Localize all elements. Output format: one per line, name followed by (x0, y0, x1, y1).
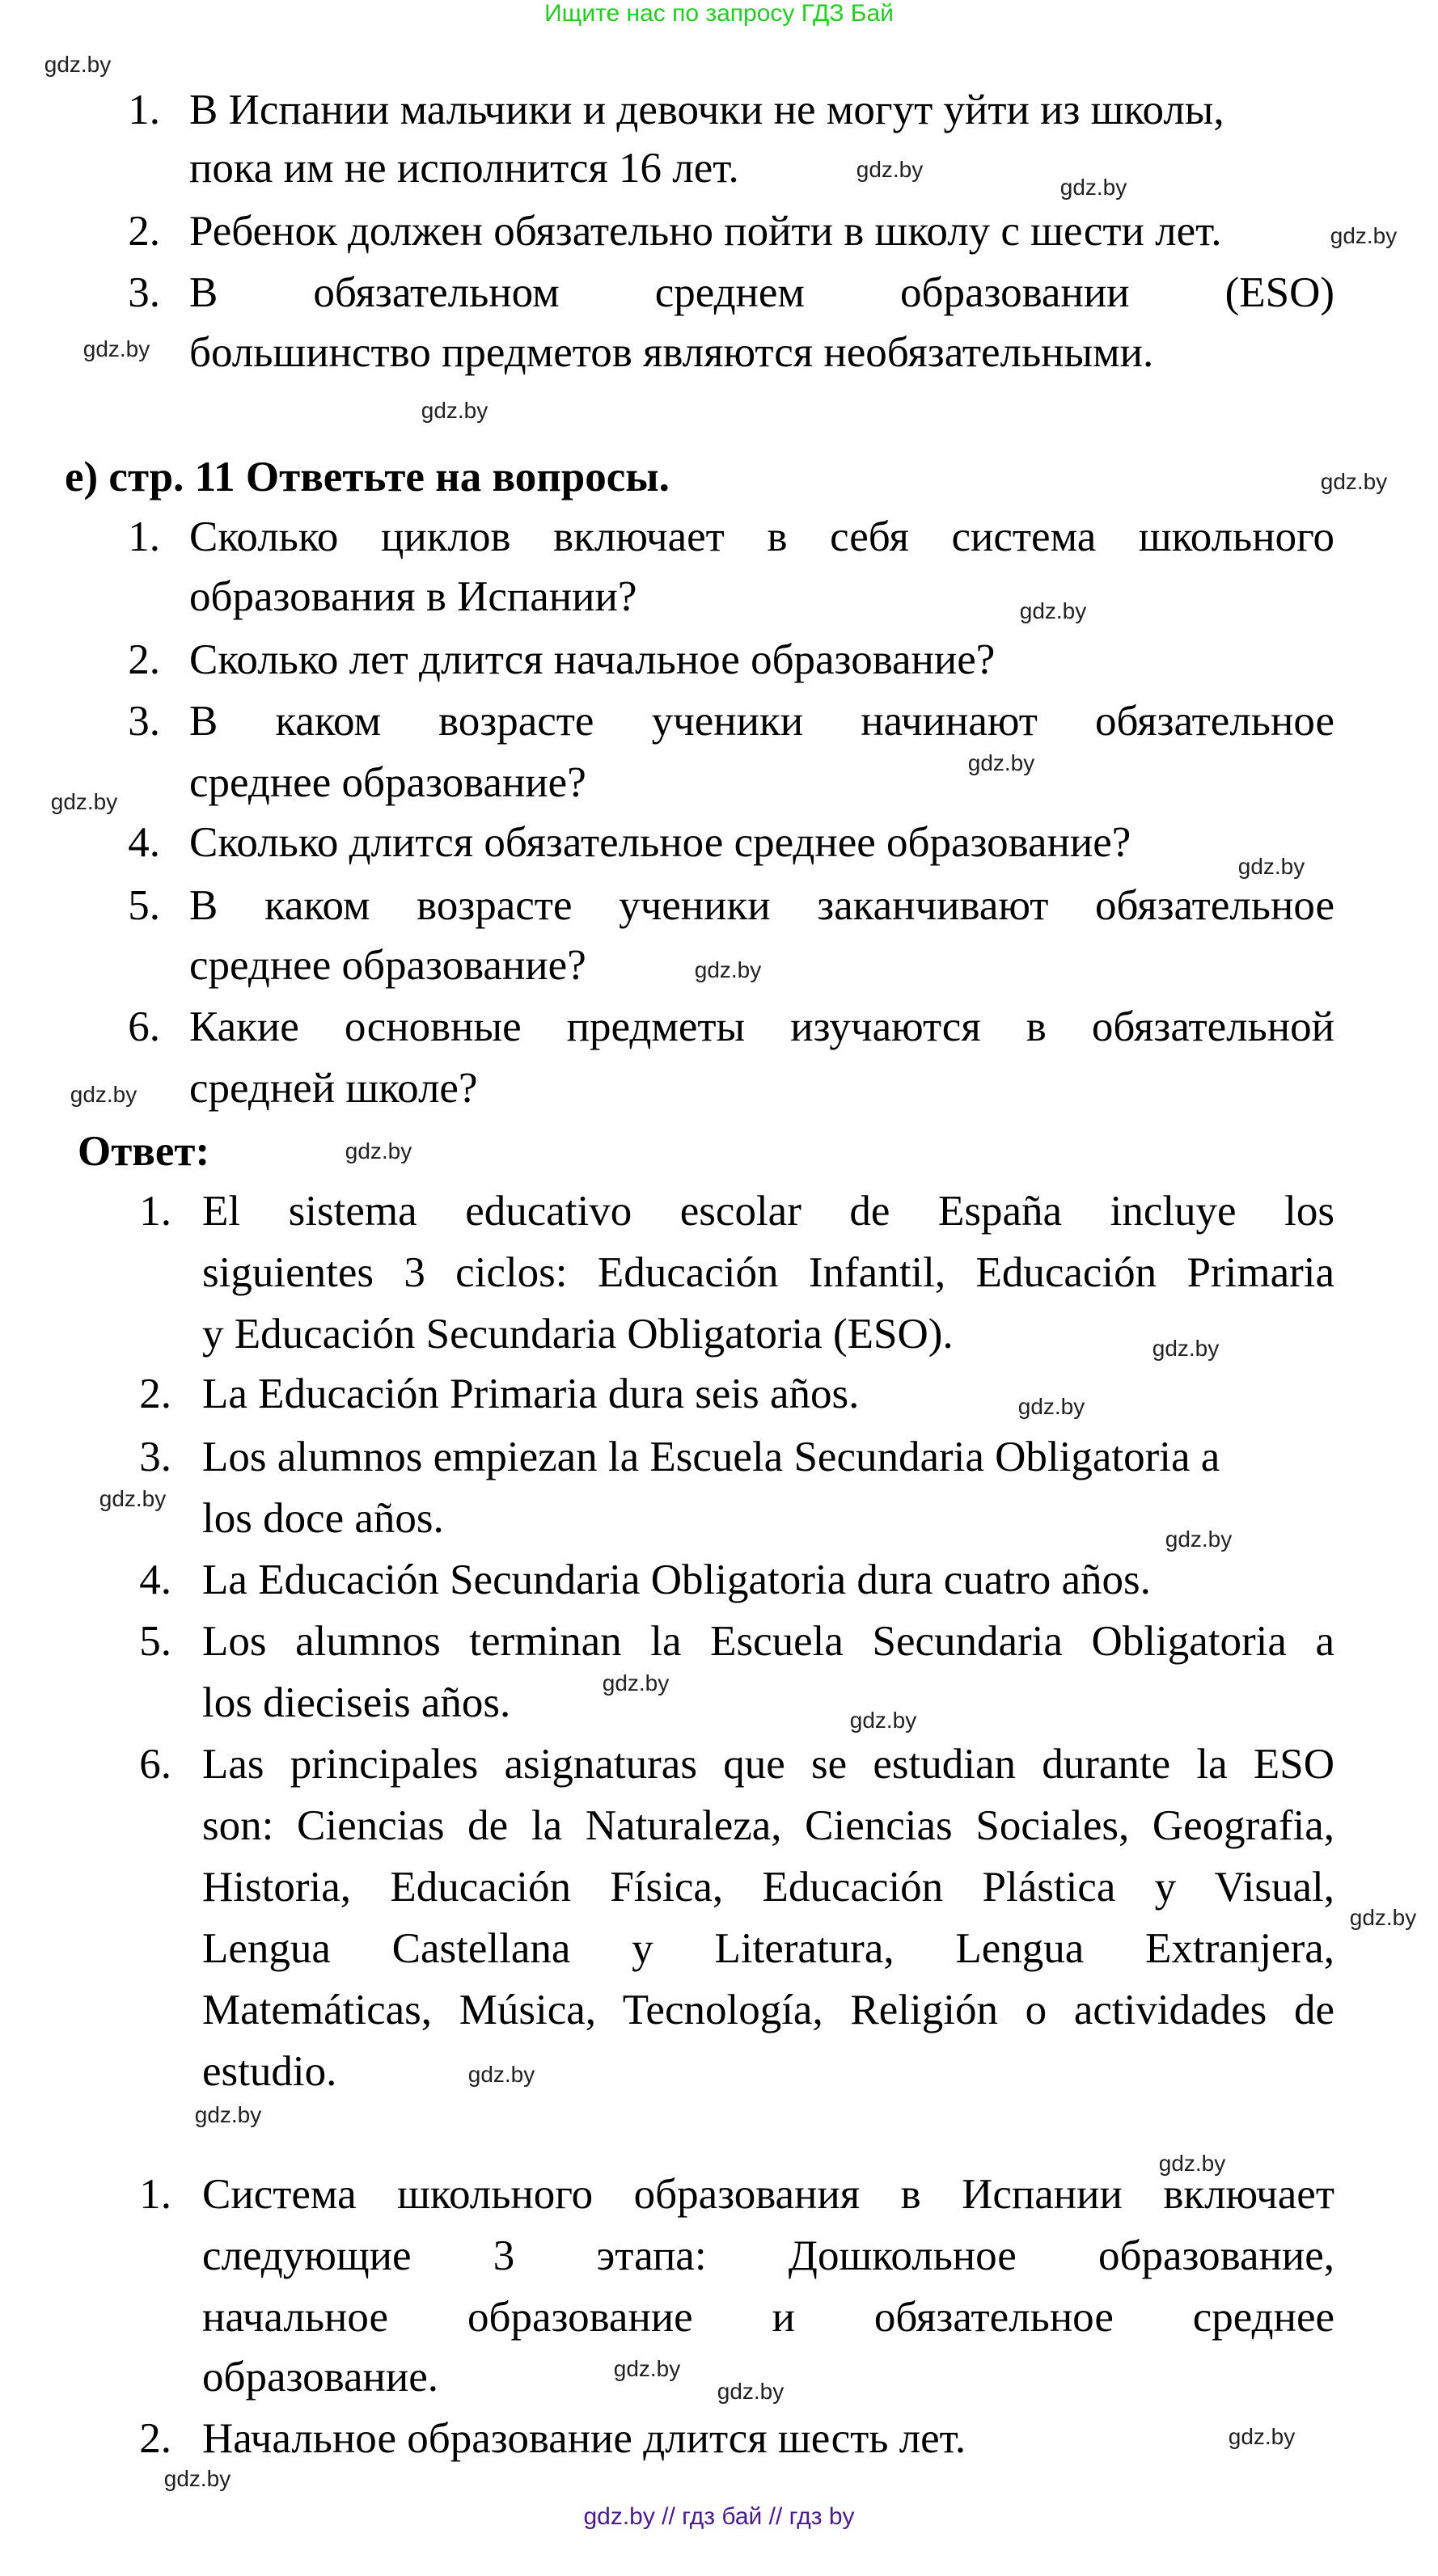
answer-ru-text: Начальное образование длится шесть лет. (202, 2415, 966, 2462)
watermark-text: gdz.by (1349, 1905, 1417, 1930)
answer-es-text: La Educación Secundaria Obligatoria dura cuatro años. (202, 1556, 1151, 1603)
question-text: среднее образование? (189, 942, 586, 989)
watermark-text: gdz.by (99, 1486, 167, 1511)
question-number: 5. (128, 882, 160, 929)
answer-es-number: 6. (139, 1741, 171, 1788)
answer-label: Ответ: (78, 1128, 210, 1175)
answer-es-text: Matemáticas, Música, Tecnología, Religión o actividades de (202, 1987, 1334, 2033)
watermark-text: gdz.by (717, 2379, 785, 2404)
answer-es-text: La Educación Primaria dura seis años. (202, 1370, 860, 1417)
answer-es-text: Las principales asignaturas que se estudian durante la ESO (202, 1741, 1334, 1788)
watermark-text: gdz.by (70, 1082, 137, 1107)
answer-es-number: 3. (139, 1434, 171, 1480)
watermark-text: gdz.by (602, 1670, 670, 1696)
watermark-text: gdz.by (1228, 2424, 1296, 2449)
section-heading: е) стр. 11 Ответьте на вопросы. (65, 454, 670, 500)
answer-es-text: Los alumnos terminan la Escuela Secundaria Obligatoria a (202, 1618, 1334, 1665)
question-number: 3. (128, 698, 160, 745)
statement-text: В обязательном среднем образовании (ESO) (189, 269, 1334, 316)
watermark-text: gdz.by (1330, 223, 1398, 248)
answer-es-number: 2. (139, 1370, 171, 1417)
statement-number: 1. (128, 87, 160, 133)
answer-ru-text: Система школьного образования в Испании включает (202, 2171, 1334, 2218)
watermark-text: gdz.by (1165, 1527, 1233, 1552)
answer-es-text: Los alumnos empiezan la Escuela Secundaria Obligatoria a (202, 1434, 1220, 1480)
footer-links[interactable]: gdz.by // гдз бай // гдз by (583, 2503, 855, 2530)
statement-number: 3. (128, 269, 160, 316)
watermark-text: gdz.by (1152, 1336, 1220, 1361)
answer-es-text: Lengua Castellana y Literatura, Lengua Extranjera, (202, 1925, 1334, 1972)
question-text: среднее образование? (189, 759, 586, 806)
answer-es-text: siguientes 3 ciclos: Educación Infantil, Educación Primaria (202, 1249, 1334, 1296)
question-text: Сколько длится обязательное среднее образование? (189, 819, 1131, 866)
question-text: Сколько лет длится начальное образование? (189, 636, 996, 683)
answer-ru-number: 2. (139, 2415, 171, 2462)
question-text: Сколько циклов включает в себя система школьного (189, 513, 1334, 560)
statement-text: Ребенок должен обязательно пойти в школу с шести лет. (189, 208, 1222, 255)
watermark-text: gdz.by (1019, 598, 1087, 623)
watermark-text: gdz.by (345, 1138, 412, 1163)
answer-es-number: 4. (139, 1556, 171, 1603)
watermark-text: gdz.by (1158, 2151, 1226, 2176)
watermark-text: gdz.by (849, 1708, 917, 1733)
question-text: Какие основные предметы изучаются в обязательной (189, 1003, 1334, 1050)
answer-ru-text: образование. (202, 2354, 438, 2401)
answer-es-text: El sistema educativo escolar de España incluye los (202, 1188, 1334, 1235)
answer-es-text: son: Ciencias de la Naturaleza, Ciencias Sociales, Geografia, (202, 1802, 1334, 1849)
statement-text: большинство предметов являются необязательными. (189, 329, 1154, 376)
question-number: 2. (128, 636, 160, 683)
question-text: образования в Испании? (189, 573, 637, 620)
watermark-text: gdz.by (1059, 175, 1127, 200)
watermark-text: gdz.by (694, 957, 762, 982)
answer-es-number: 5. (139, 1618, 171, 1665)
answer-ru-text: следующие 3 этапа: Дошкольное образование, (202, 2232, 1334, 2279)
question-number: 1. (128, 513, 160, 560)
answer-ru-number: 1. (139, 2171, 171, 2218)
watermark-text: gdz.by (1017, 1394, 1085, 1419)
question-text: средней школе? (189, 1065, 478, 1112)
answer-es-text: y Educación Secundaria Obligatoria (ESO). (202, 1311, 954, 1358)
answer-ru-text: начальное образование и обязательное среднее (202, 2294, 1334, 2341)
watermark-text: gdz.by (194, 2102, 262, 2127)
answer-es-text: los dieciseis años. (202, 1679, 511, 1726)
answer-es-text: estudio. (202, 2048, 337, 2095)
watermark-text: gdz.by (82, 336, 150, 361)
question-text: В каком возрасте ученики начинают обязательное (189, 698, 1334, 745)
question-number: 6. (128, 1003, 160, 1050)
watermark-text: gdz.by (1237, 854, 1305, 879)
watermark-text: gdz.by (467, 2062, 535, 2087)
watermark-text: gdz.by (856, 157, 924, 182)
answer-es-number: 1. (139, 1188, 171, 1235)
watermark-text: gdz.by (967, 750, 1035, 775)
watermark-text: gdz.by (1320, 469, 1388, 494)
watermark-text: gdz.by (613, 2356, 681, 2381)
statement-number: 2. (128, 208, 160, 255)
answer-es-text: los doce años. (202, 1495, 444, 1542)
answer-es-text: Historia, Educación Física, Educación Plástica y Visual, (202, 1864, 1334, 1911)
watermark-text: gdz.by (50, 789, 118, 814)
watermark-text: gdz.by (421, 398, 488, 423)
question-number: 4. (128, 819, 160, 866)
watermark-text: gdz.by (44, 52, 112, 77)
search-banner[interactable]: Ищите нас по запросу ГДЗ Бай (544, 0, 894, 27)
statement-text: В Испании мальчики и девочки не могут уйти из школы, (189, 87, 1224, 133)
statement-text: пока им не исполнится 16 лет. (189, 145, 739, 192)
question-text: В каком возрасте ученики заканчивают обязательное (189, 882, 1334, 929)
watermark-text: gdz.by (163, 2466, 231, 2491)
